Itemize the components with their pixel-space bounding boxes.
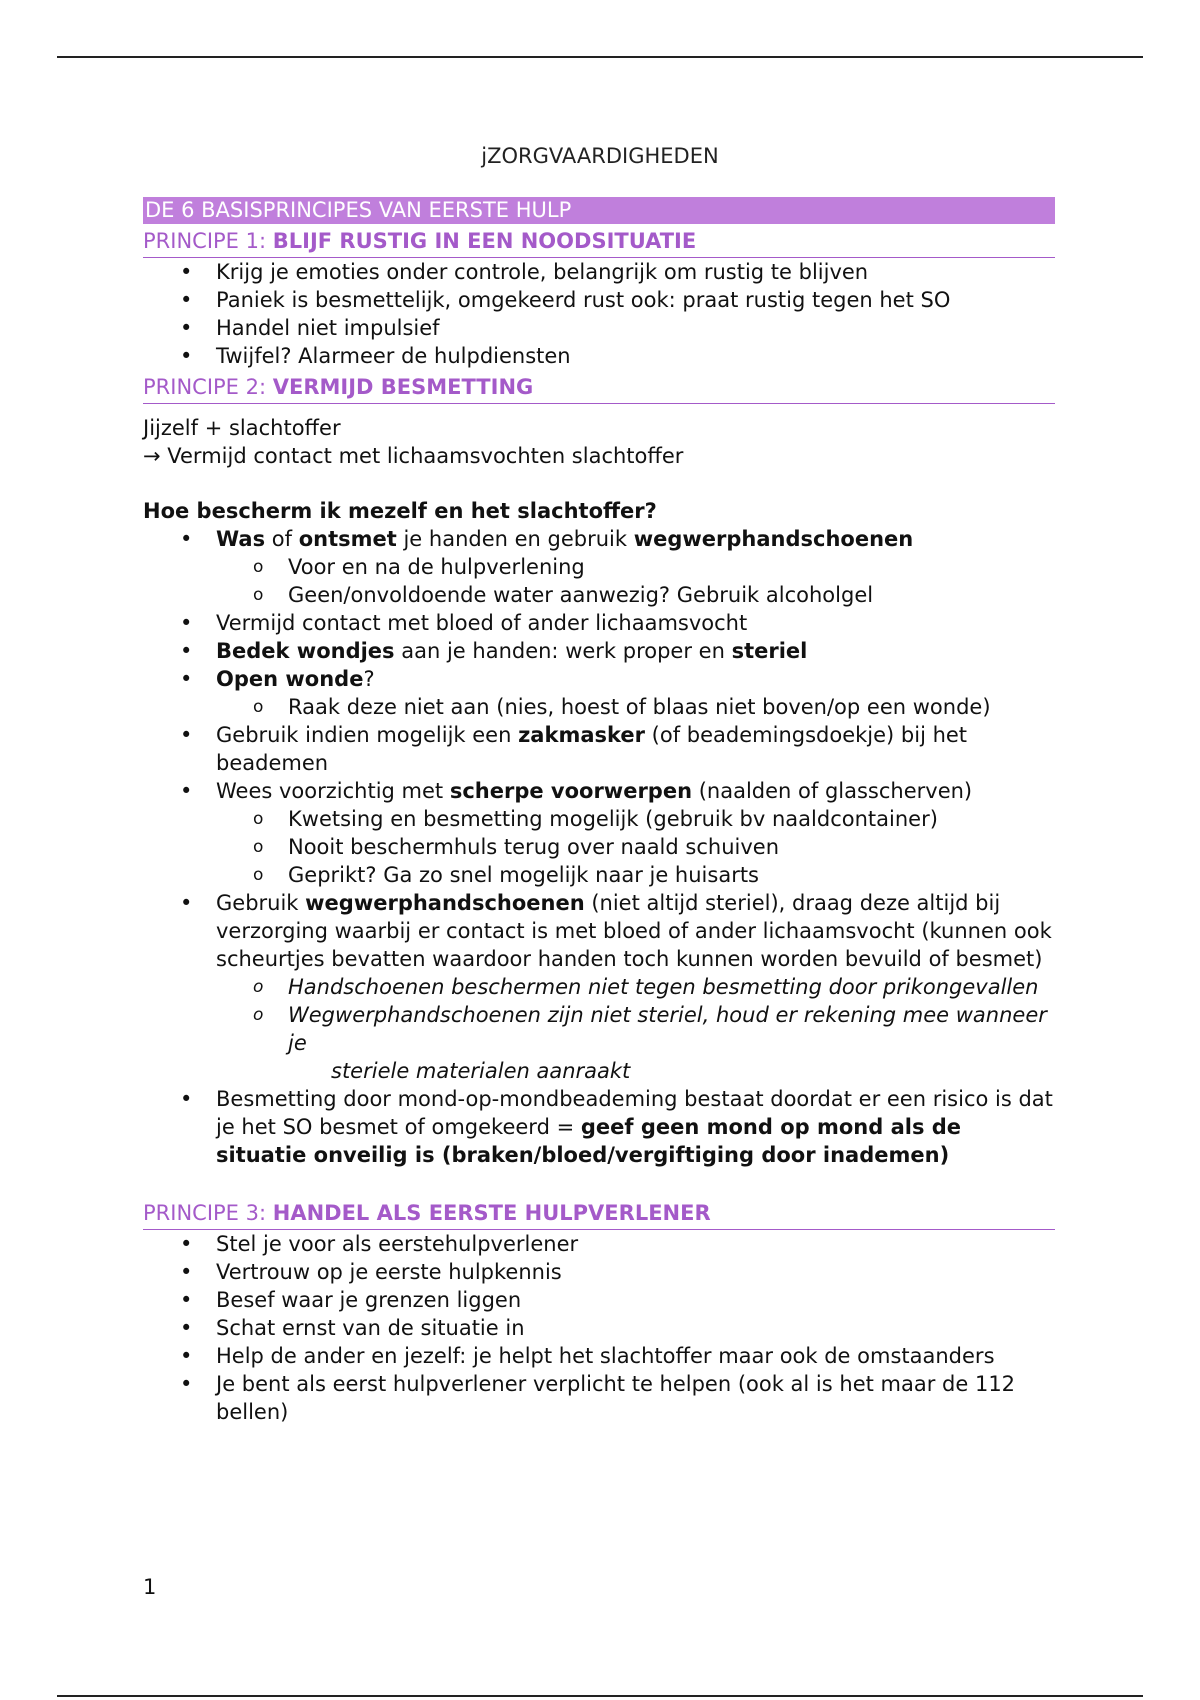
list-item: • Stel je voor als eerstehulpverlener — [143, 1230, 1055, 1258]
sub-item — [143, 1001, 1055, 1057]
list-item: • Paniek is besmettelijk, omgekeerd rust ook: praat rustig tegen het SO — [143, 286, 1055, 314]
principle-1-label: PRINCIPE 1: — [143, 229, 267, 253]
document-body — [143, 197, 1055, 1426]
list-item: • Schat ernst van de situatie in — [143, 1314, 1055, 1342]
list-item — [143, 889, 1055, 973]
list-item — [143, 665, 1055, 693]
principle-2-list — [143, 525, 1055, 553]
list-item: • Help de ander en jezelf: je helpt het slachtoffer maar ook de omstaanders — [143, 1342, 1055, 1370]
sub-item-text: o Handschoenen beschermen niet tegen besmetting door prikongevallen — [288, 975, 1039, 999]
subheading: Hoe bescherm ik mezelf en het slachtoffer? — [143, 499, 657, 523]
sub-item-text: o Geprikt? Ga zo snel mogelijk naar je huisarts — [288, 863, 760, 887]
principle-2-list-cont — [143, 609, 1055, 693]
bold-text: wegwerphandschoenen — [633, 527, 914, 551]
sub-item — [143, 861, 1055, 889]
principle-3-title: HANDEL ALS EERSTE HULPVERLENER — [272, 1201, 711, 1225]
list-item — [143, 525, 1055, 553]
sub-item-text: o Voor en na de hulpverlening — [288, 555, 585, 579]
text: of — [265, 527, 299, 551]
list-item — [143, 1085, 1055, 1169]
sub-item-text: o Raak deze niet aan (nies, hoest of blaas niet boven/op een wonde) — [288, 695, 991, 719]
list-item: • Vermijd contact met bloed of ander lichaamsvocht — [143, 609, 1055, 637]
principle-1-title: BLIJF RUSTIG IN EEN NOODSITUATIE — [272, 229, 697, 253]
sub-item — [143, 973, 1055, 1001]
list-item — [143, 777, 1055, 805]
principle-2-title: VERMIJD BESMETTING — [272, 375, 534, 399]
sublist — [143, 973, 1055, 1057]
principle-2-label: PRINCIPE 2: — [143, 375, 267, 399]
bold-text: scherpe voorwerpen — [449, 779, 693, 803]
text: (of beademingsdoekje) bij het beademen — [216, 723, 968, 775]
text: aan je handen: werk proper en — [394, 639, 732, 663]
sub-item — [143, 553, 1055, 581]
list-item: • Besef waar je grenzen liggen — [143, 1286, 1055, 1314]
bold-text: wegwerphandschoenen — [305, 891, 585, 915]
document-title: jZORGVAARDIGHEDEN — [481, 144, 719, 168]
sub-item-text: o Nooit beschermhuls terug over naald schuiven — [288, 835, 779, 859]
sublist — [143, 805, 1055, 889]
text: Gebruik indien mogelijk een — [216, 723, 519, 747]
text-line: Jijzelf + slachtoffer — [143, 416, 341, 440]
sub-item — [143, 805, 1055, 833]
bold-text: Was — [216, 527, 266, 551]
text: (niet altijd steriel), draag deze altijd bij verzorging waarbij er contact is met bloed of ander lichaamsvocht (kunnen ook scheurtjes bevatten waardoor handen toch kunnen worden bevuild of besmet) — [216, 891, 1052, 971]
bold-text: steriel — [731, 639, 808, 663]
list-item: • Krijg je emoties onder controle, belangrijk om rustig te blijven — [143, 258, 1055, 286]
sub-item-continuation: steriele materialen aanraakt — [331, 1059, 631, 1083]
bold-text: Open wonde — [216, 667, 364, 691]
principle-3-list — [143, 1230, 1055, 1426]
text: Besmetting door mond-op-mondbeademing bestaat doordat er een risico is dat je het SO besmet of omgekeerd = — [216, 1087, 1053, 1139]
sublist — [143, 693, 1055, 721]
sub-item-text: o Kwetsing en besmetting mogelijk (gebruik bv naaldcontainer) — [288, 807, 938, 831]
principle-1-heading — [143, 224, 1055, 258]
text: Wees voorzichtig met — [216, 779, 450, 803]
sub-item — [143, 833, 1055, 861]
principle-1-list — [143, 258, 1055, 370]
principle-3-heading — [143, 1196, 1055, 1230]
principle-2-list-cont — [143, 889, 1055, 973]
list-item — [143, 637, 1055, 665]
list-item: • Handel niet impulsief — [143, 314, 1055, 342]
bold-text: Bedek wondjes — [216, 639, 395, 663]
text-line: → Vermijd contact met lichaamsvochten slachtoffer — [143, 444, 684, 468]
list-item: • Je bent als eerst hulpverlener verplicht te helpen (ook al is het maar de 112 bellen) — [143, 1370, 1055, 1426]
bold-text: geef geen mond op mond als de situatie onveilig is (braken/bloed/vergiftiging door inademen) — [216, 1115, 962, 1167]
bold-text: zakmasker — [518, 723, 645, 747]
text: Gebruik — [216, 891, 306, 915]
principle-2-list-cont — [143, 721, 1055, 805]
section-banner: DE 6 BASISPRINCIPES VAN EERSTE HULP — [143, 197, 1055, 224]
footer-rule — [57, 1695, 1143, 1697]
sub-item-text: o Wegwerphandschoenen zijn niet steriel, houd er rekening mee wanneer je — [288, 1003, 1047, 1055]
principle-3-label: PRINCIPE 3: — [143, 1201, 267, 1225]
list-item: • Vertrouw op je eerste hulpkennis — [143, 1258, 1055, 1286]
sub-item — [143, 693, 1055, 721]
text: ? — [363, 667, 375, 691]
bold-text: ontsmet — [298, 527, 397, 551]
sublist — [143, 553, 1055, 609]
header-rule — [57, 56, 1143, 58]
text: (naalden of glasscherven) — [692, 779, 973, 803]
list-item — [143, 721, 1055, 777]
text: je handen en gebruik — [396, 527, 634, 551]
page-number: 1 — [143, 1575, 157, 1599]
sub-item — [143, 581, 1055, 609]
sub-item-text: o Geen/onvoldoende water aanwezig? Gebruik alcoholgel — [288, 583, 874, 607]
principle-2-heading — [143, 370, 1055, 404]
principle-2-list-cont — [143, 1085, 1055, 1169]
list-item: • Twijfel? Alarmeer de hulpdiensten — [143, 342, 1055, 370]
